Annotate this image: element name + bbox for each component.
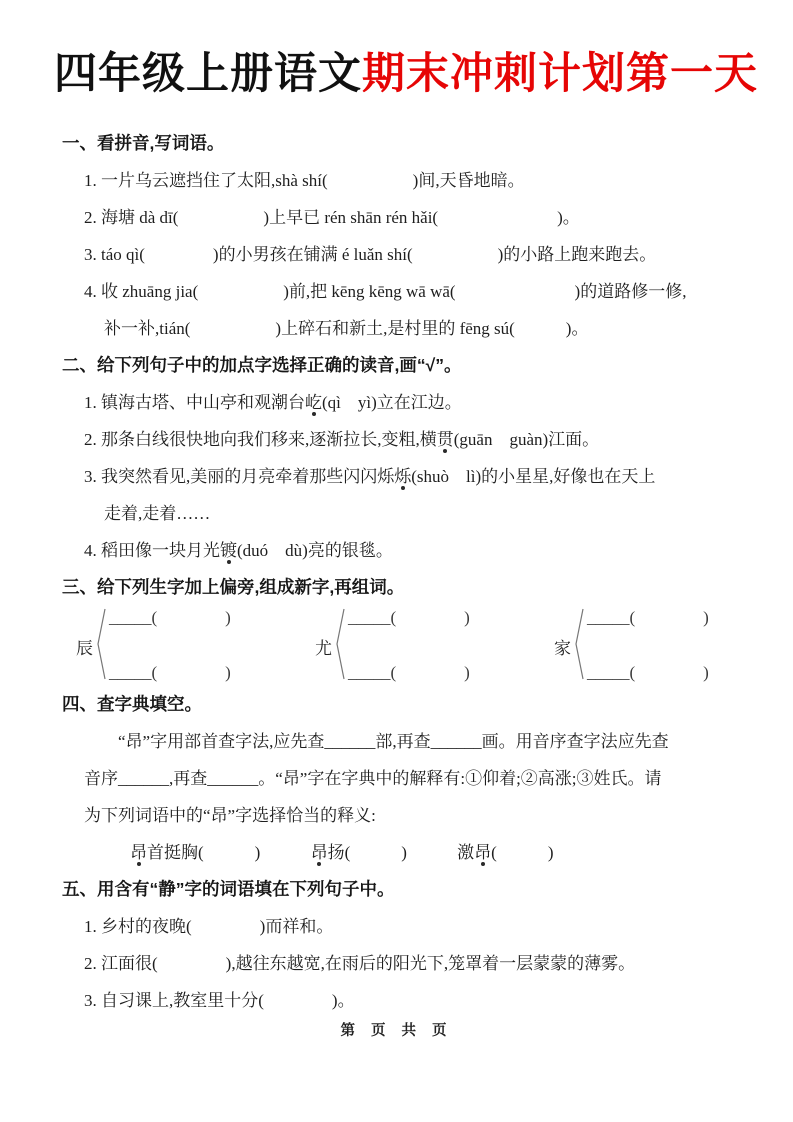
question-1-1: 1. 一片乌云遮挡住了太阳,shà shí( )间,天昏地暗。 bbox=[84, 171, 525, 190]
question-1-4-continuation: 补一补,tián( )上碎石和新土,是村里的 fēng sú( )。 bbox=[104, 319, 589, 338]
question-2-2: 2. 那条白线很快地向我们移来,逐渐拉长,变粗,横贯(guān guàn)江面。 bbox=[84, 421, 793, 458]
ang-words-row bbox=[130, 834, 793, 871]
dotted-char: 昂 bbox=[311, 834, 328, 871]
radical-group-jia bbox=[554, 607, 793, 686]
section-3-heading: 三、给下列生字加上偏旁,组成新字,再组词。 bbox=[62, 577, 405, 597]
brace-icon bbox=[95, 607, 107, 686]
answer-blank-row: _____( ) bbox=[587, 663, 709, 683]
section-1-heading: 一、看拼音,写词语。 bbox=[62, 133, 225, 153]
radical-group-chen bbox=[76, 607, 315, 686]
radical-exercise-row bbox=[76, 606, 793, 686]
answer-blank-row: _____( ) bbox=[348, 608, 470, 627]
page-footer: 第 页 共 页 bbox=[340, 1023, 453, 1039]
radical-group-you bbox=[315, 607, 554, 686]
answer-blank-row: _____( ) bbox=[109, 608, 231, 627]
base-character: 家 bbox=[554, 638, 571, 658]
question-2-3-continuation: 走着,走着…… bbox=[104, 504, 211, 523]
dictionary-paragraph-line-3: 为下列词语中的“昂”字选择恰当的释义: bbox=[84, 806, 376, 825]
title-black: 四年级上册语文 bbox=[54, 50, 362, 98]
question-5-1: 1. 乡村的夜晚( )而祥和。 bbox=[84, 917, 334, 936]
title-red: 期末冲刺计划第一天 bbox=[362, 50, 758, 98]
word-angshoutingxiong: 昂首挺胸( ) bbox=[130, 834, 260, 871]
worksheet-body bbox=[0, 125, 793, 1019]
dotted-char: 镀 bbox=[220, 532, 237, 569]
dotted-char: 昂 bbox=[474, 834, 491, 871]
base-character: 辰 bbox=[76, 638, 93, 658]
question-1-3: 3. táo qì( )的小男孩在铺满 é luǎn shí( )的小路上跑来跑去。 bbox=[84, 245, 657, 264]
dotted-char: 屹 bbox=[305, 384, 322, 421]
question-5-2: 2. 江面很( ),越往东越宽,在雨后的阳光下,笼罩着一层蒙蒙的薄雾。 bbox=[84, 954, 636, 973]
section-5-heading: 五、用含有“静”字的词语填在下列句子中。 bbox=[62, 879, 395, 899]
answer-blank-row: _____( ) bbox=[587, 608, 709, 627]
dotted-char: 昂 bbox=[130, 834, 147, 871]
brace-icon bbox=[573, 607, 585, 686]
word-jiang: 激昂( ) bbox=[457, 834, 553, 871]
question-2-3: 3. 我突然看见,美丽的月亮牵着那些闪闪烁烁(shuò lì)的小星星,好像也在天上 bbox=[84, 458, 793, 495]
answer-blank-row: _____( ) bbox=[348, 663, 470, 683]
question-5-3: 3. 自习课上,教室里十分( )。 bbox=[84, 991, 355, 1010]
question-1-2: 2. 海塘 dà dī( )上早已 rén shān rén hǎi( )。 bbox=[84, 208, 580, 227]
page-title bbox=[0, 0, 793, 101]
dotted-char: 烁 bbox=[394, 458, 411, 495]
section-4-heading: 四、查字典填空。 bbox=[62, 694, 202, 714]
question-2-1: 1. 镇海古塔、中山亭和观潮台屹(qì yì)立在江边。 bbox=[84, 384, 793, 421]
dotted-char: 贯 bbox=[437, 421, 454, 458]
section-2-heading: 二、给下列句子中的加点字选择正确的读音,画“√”。 bbox=[62, 355, 462, 375]
question-1-4: 4. 收 zhuāng jia( )前,把 kēng kēng wā wā( )的道路修一修, bbox=[84, 282, 687, 301]
answer-blank-row: _____( ) bbox=[109, 663, 231, 683]
word-angyang: 昂扬( ) bbox=[311, 834, 407, 871]
dictionary-paragraph-line-1: “昂”字用部首查字法,应先查______部,再查______画。用音序查字法应先查 bbox=[118, 732, 669, 751]
dictionary-paragraph-line-2: 音序______,再查______。“昂”字在字典中的解释有:①仰着;②高涨;③姓氏。请 bbox=[84, 769, 662, 788]
question-2-4: 4. 稻田像一块月光镀(duó dù)亮的银毯。 bbox=[84, 532, 793, 569]
brace-icon bbox=[334, 607, 346, 686]
base-character: 尤 bbox=[315, 638, 332, 658]
